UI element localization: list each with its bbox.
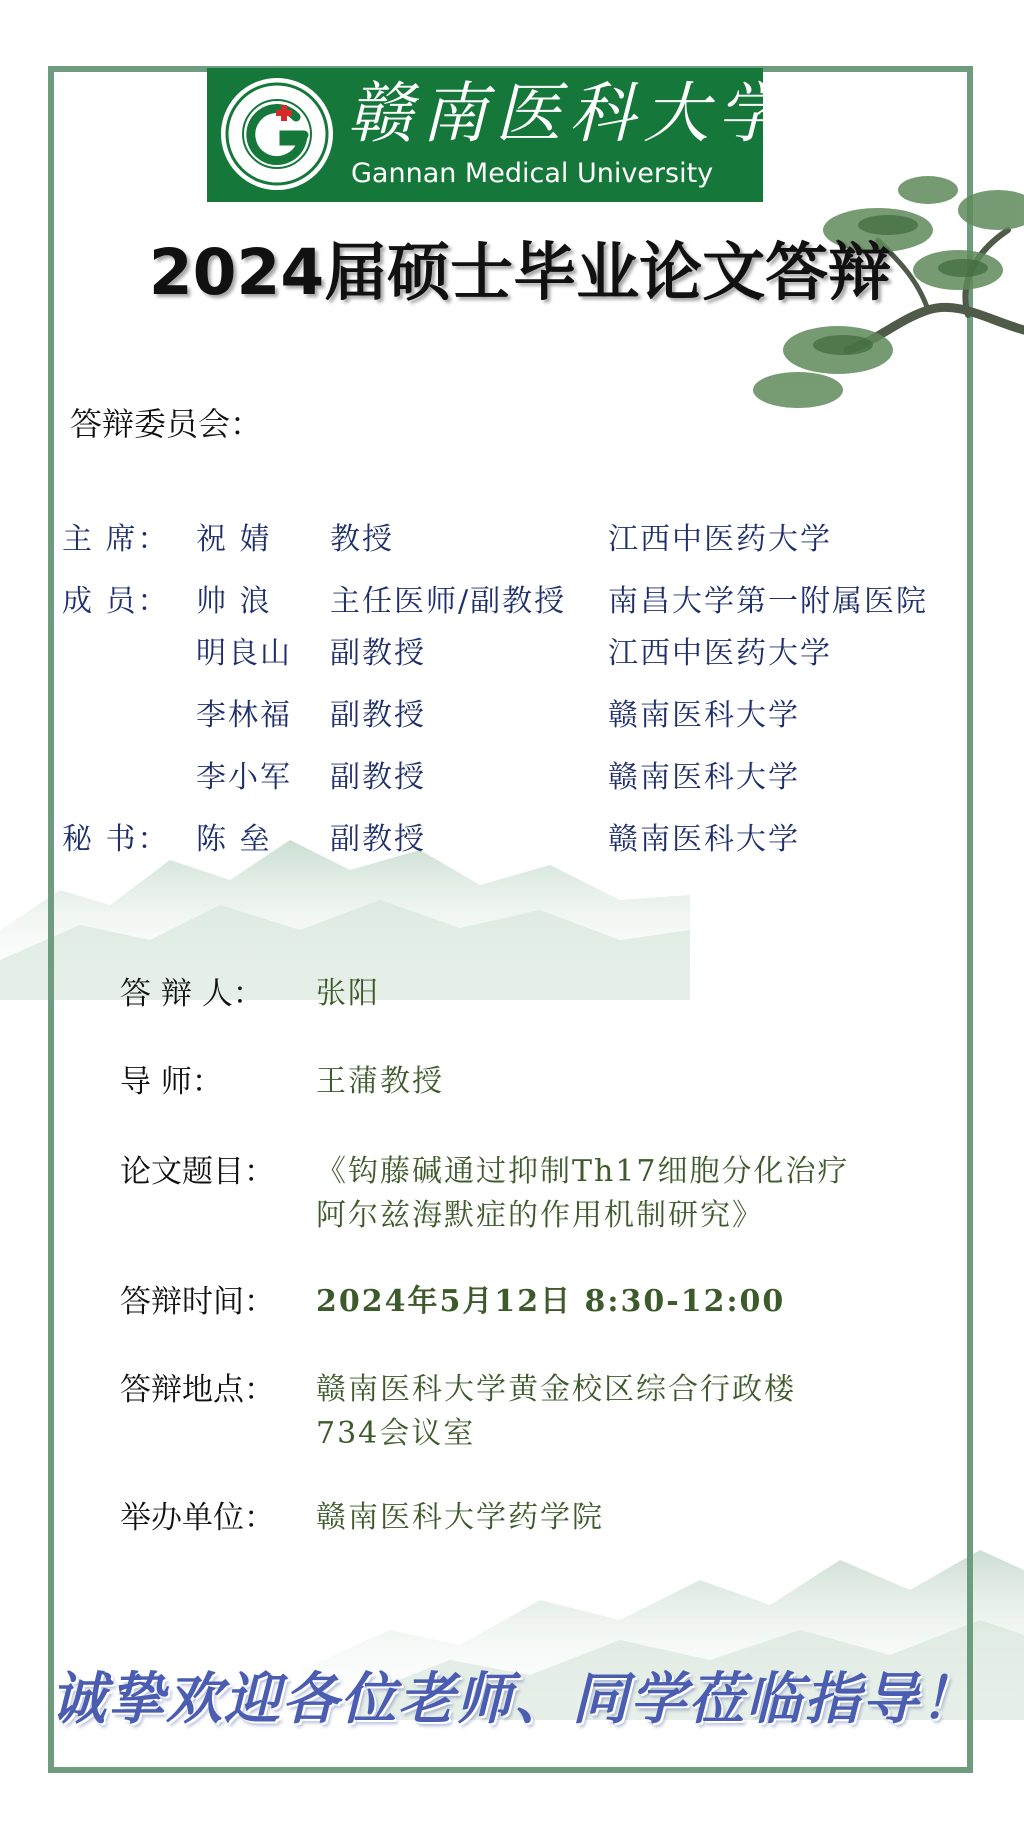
defender-name: 张阳 xyxy=(316,976,380,1011)
committee-name: 李小军 xyxy=(196,760,292,795)
place-label: 答辩地点： xyxy=(120,1372,275,1408)
committee-title: 副教授 xyxy=(330,822,426,857)
defense-time: 2024年5月12日 8:30-12:00 xyxy=(316,1284,786,1319)
committee-title: 副教授 xyxy=(330,760,426,795)
committee-org: 南昌大学第一附属医院 xyxy=(608,584,928,619)
committee-name: 祝 婧 xyxy=(196,522,272,557)
welcome-banner: 诚挚欢迎各位老师、同学莅临指导！ xyxy=(50,1667,978,1732)
time-label: 答辩时间： xyxy=(120,1284,275,1320)
university-logo-banner xyxy=(207,68,791,202)
university-name-cn: 赣南医科大学 xyxy=(347,75,791,152)
committee-role: 成 员： xyxy=(62,584,170,619)
defense-place-line1: 赣南医科大学黄金校区综合行政楼 xyxy=(316,1372,796,1407)
defense-place-line2: 734会议室 xyxy=(316,1416,476,1451)
defender-value xyxy=(316,972,936,1016)
committee-title: 副教授 xyxy=(330,698,426,733)
committee-org: 赣南医科大学 xyxy=(608,698,800,733)
committee-title: 副教授 xyxy=(330,636,426,671)
university-emblem-icon xyxy=(221,78,333,190)
committee-role: 秘 书： xyxy=(62,822,170,857)
committee-title: 教授 xyxy=(330,522,394,557)
defender-label: 答 辩 人： xyxy=(120,976,264,1012)
place-value xyxy=(316,1368,936,1456)
committee-org: 江西中医药大学 xyxy=(608,522,832,557)
committee-title: 主任医师/副教授 xyxy=(330,584,567,619)
time-value xyxy=(316,1280,936,1324)
thesis-title-line1: 《钩藤碱通过抑制Th17细胞分化治疗 xyxy=(316,1154,850,1189)
advisor-name: 王蒲教授 xyxy=(316,1064,444,1099)
committee-name: 李林福 xyxy=(196,698,292,733)
committee-name: 明良山 xyxy=(196,636,292,671)
host-label: 举办单位： xyxy=(120,1500,275,1536)
committee-org: 赣南医科大学 xyxy=(608,822,800,857)
page-title: 2024届硕士毕业论文答辩 xyxy=(148,236,892,309)
thesis-title-line2: 阿尔兹海默症的作用机制研究》 xyxy=(316,1198,764,1233)
advisor-value xyxy=(316,1060,936,1104)
host-unit: 赣南医科大学药学院 xyxy=(316,1500,604,1535)
advisor-label: 导 师： xyxy=(120,1064,223,1100)
committee-role: 主 席： xyxy=(62,522,170,557)
committee-name: 陈 垒 xyxy=(196,822,272,857)
host-value xyxy=(316,1496,936,1540)
committee-name: 帅 浪 xyxy=(196,584,272,619)
committee-org: 赣南医科大学 xyxy=(608,760,800,795)
thesis-label: 论文题目： xyxy=(120,1154,275,1190)
university-name-en: Gannan Medical University xyxy=(351,158,714,189)
thesis-value xyxy=(316,1150,936,1238)
committee-org: 江西中医药大学 xyxy=(608,636,832,671)
committee-heading: 答辩委员会： xyxy=(70,405,263,443)
